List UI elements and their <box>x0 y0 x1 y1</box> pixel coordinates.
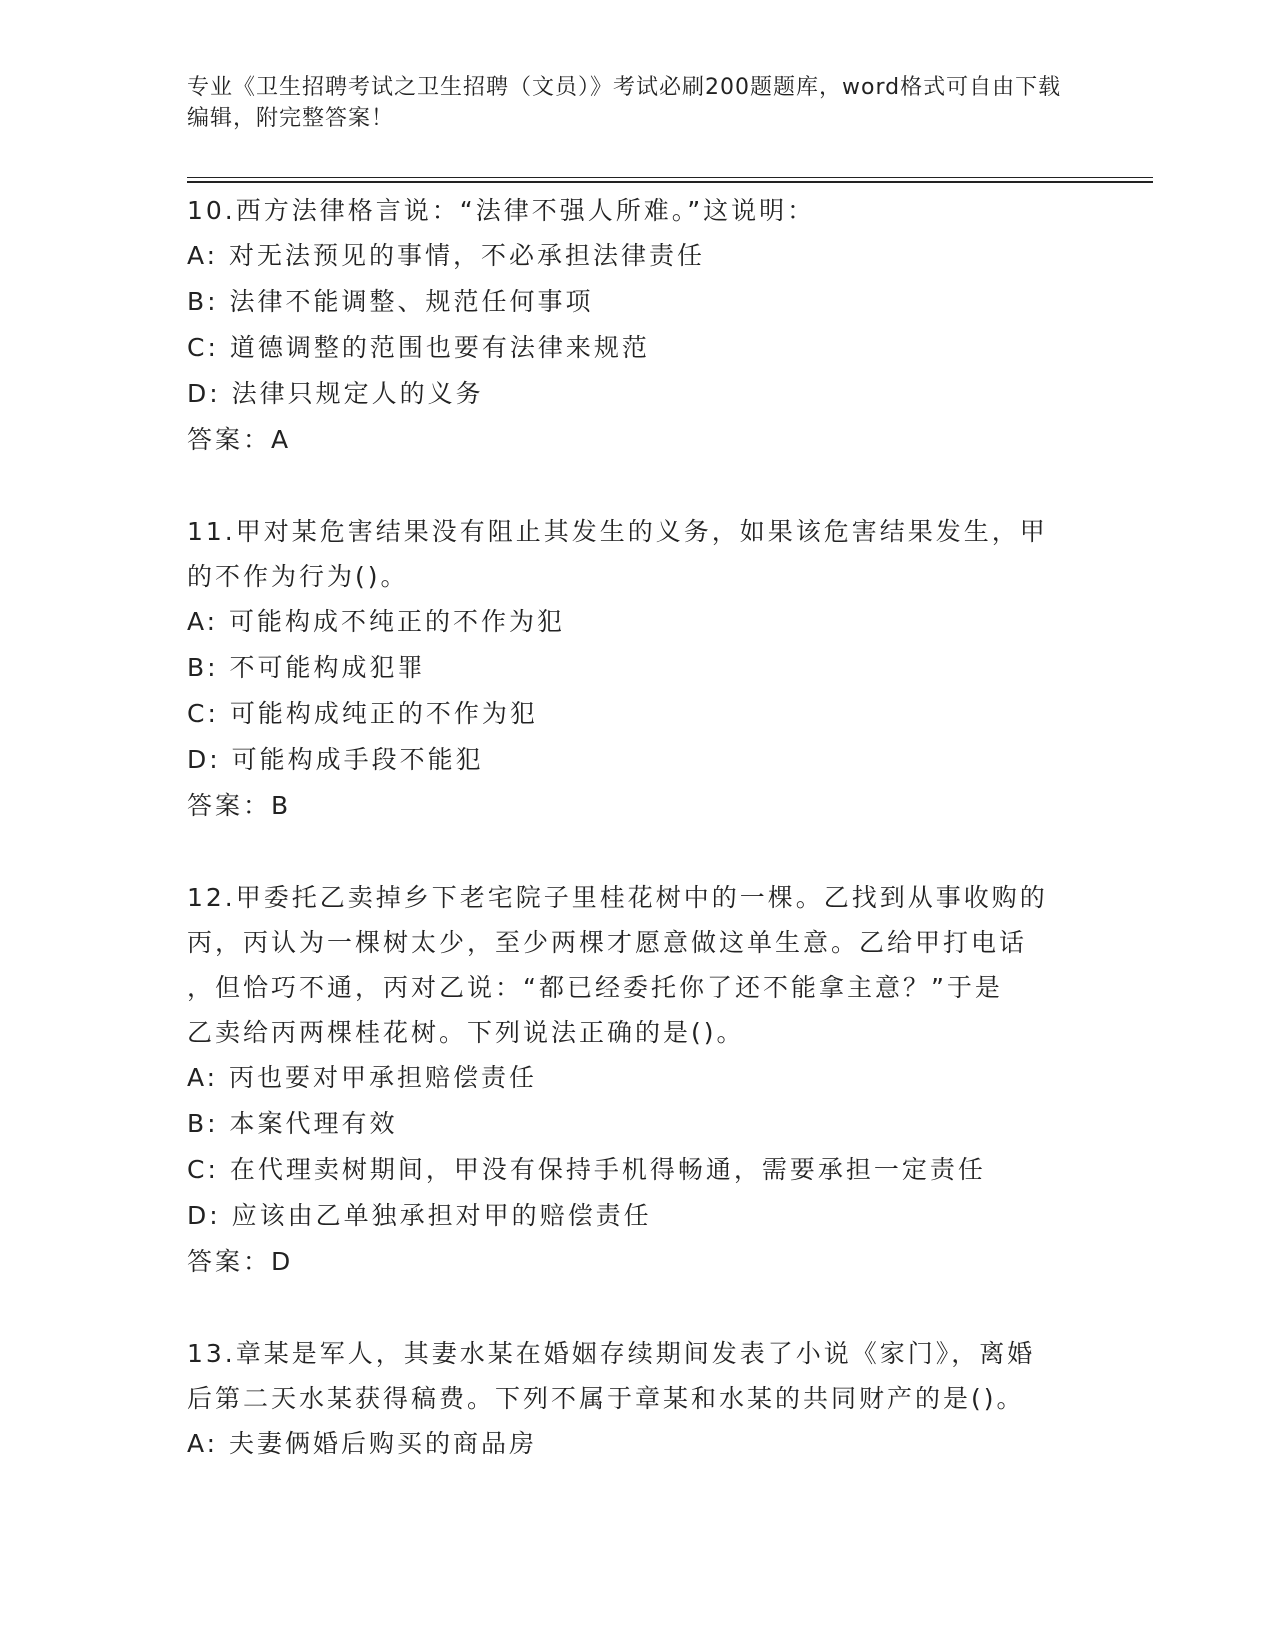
question-11 <box>187 509 1077 829</box>
question-stem: ，但恰巧不通，丙对乙说：“都已经委托你了还不能拿主意？”于是 <box>187 973 1003 1002</box>
question-stem: 乙卖给丙两棵桂花树。下列说法正确的是()。 <box>187 1018 745 1047</box>
question-list <box>187 188 1077 1513</box>
option-c: C: 在代理卖树期间，甲没有保持手机得畅通，需要承担一定责任 <box>187 1155 986 1184</box>
answer-label: 答案：D <box>187 1247 294 1276</box>
question-stem: 后第二天水某获得稿费。下列不属于章某和水某的共同财产的是()。 <box>187 1384 1025 1413</box>
option-b: B: 法律不能调整、规范任何事项 <box>187 287 594 316</box>
question-stem: 11.甲对某危害结果没有阻止其发生的义务，如果该危害结果发生，甲 <box>187 517 1048 546</box>
question-stem: 13.章某是军人，其妻水某在婚姻存续期间发表了小说《家门》，离婚 <box>187 1339 1036 1368</box>
answer-label: 答案：B <box>187 791 292 820</box>
option-c: C: 道德调整的范围也要有法律来规范 <box>187 333 650 362</box>
option-a: A: 丙也要对甲承担赔偿责任 <box>187 1063 538 1092</box>
question-13 <box>187 1331 1077 1467</box>
option-a: A: 可能构成不纯正的不作为犯 <box>187 607 566 636</box>
question-12 <box>187 875 1077 1285</box>
option-a: A: 夫妻俩婚后购买的商品房 <box>187 1429 538 1458</box>
question-stem: 的不作为行为()。 <box>187 562 409 591</box>
question-stem: 12.甲委托乙卖掉乡下老宅院子里桂花树中的一棵。乙找到从事收购的 <box>187 883 1048 912</box>
divider-line <box>187 177 1153 178</box>
answer-label: 答案：A <box>187 425 292 454</box>
question-stem: 10.西方法律格言说：“法律不强人所难。”这说明： <box>187 196 816 225</box>
option-d: D: 应该由乙单独承担对甲的赔偿责任 <box>187 1201 652 1230</box>
option-d: D: 法律只规定人的义务 <box>187 379 484 408</box>
question-stem: 丙，丙认为一棵树太少，至少两棵才愿意做这单生意。乙给甲打电话 <box>187 928 1028 957</box>
option-c: C: 可能构成纯正的不作为犯 <box>187 699 538 728</box>
option-b: B: 本案代理有效 <box>187 1109 398 1138</box>
option-a: A: 对无法预见的事情，不必承担法律责任 <box>187 241 706 270</box>
option-b: B: 不可能构成犯罪 <box>187 653 426 682</box>
question-10 <box>187 188 1077 463</box>
option-d: D: 可能构成手段不能犯 <box>187 745 484 774</box>
document-intro: 专业《卫生招聘考试之卫生招聘（文员）》考试必刷200题题库，word格式可自由下载编辑，附完整答案！ <box>187 75 1062 131</box>
divider-line-thick <box>187 181 1153 183</box>
